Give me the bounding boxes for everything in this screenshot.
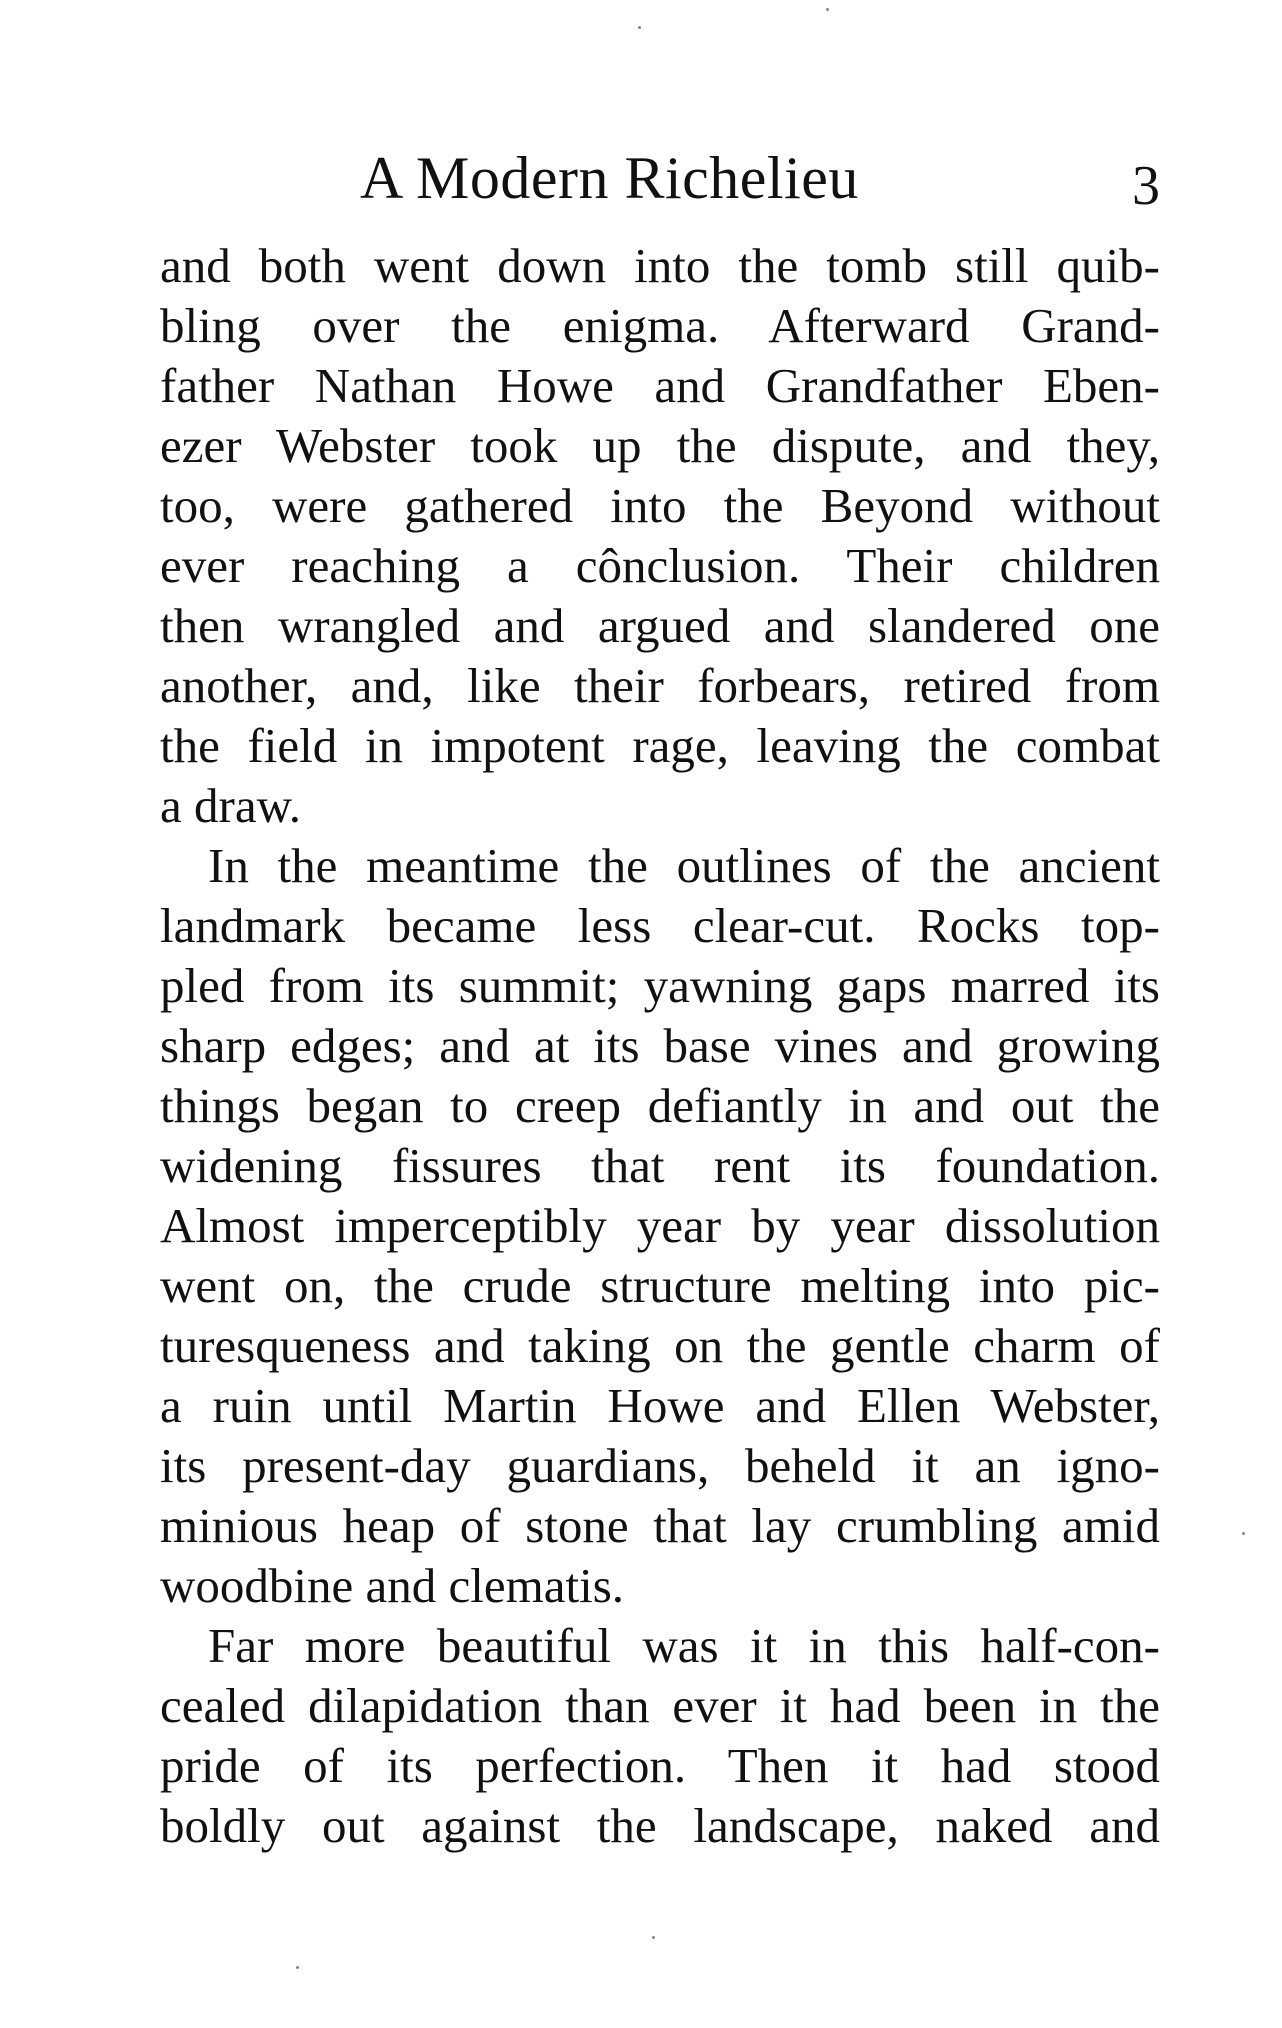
text-line: ezer Webster took up the dispute, and they, xyxy=(160,418,1160,473)
paper-speck xyxy=(826,8,829,11)
text-line: bling over the enigma. Afterward Grand- xyxy=(160,298,1160,353)
text-line: the field in impotent rage, leaving the combat xyxy=(160,718,1160,773)
paper-speck xyxy=(296,1966,299,1969)
text-line: minious heap of stone that lay crumbling amid xyxy=(160,1498,1160,1553)
text-line: woodbine and clematis. xyxy=(160,1558,625,1613)
paragraph-2 xyxy=(160,836,1160,1616)
text-line: boldly out against the landscape, naked and xyxy=(160,1798,1160,1853)
text-line: a ruin until Martin Howe and Ellen Webster, xyxy=(160,1378,1160,1433)
text-line: things began to creep defiantly in and out the xyxy=(160,1078,1160,1133)
text-line: too, were gathered into the Beyond without xyxy=(160,478,1160,533)
paragraph-1 xyxy=(160,236,1160,836)
text-line: Almost imperceptibly year by year dissolution xyxy=(160,1198,1160,1253)
text-line: turesqueness and taking on the gentle charm of xyxy=(160,1318,1160,1373)
text-line: ever reaching a cônclusion. Their children xyxy=(160,538,1160,593)
page-header xyxy=(160,138,1160,218)
text-line: pride of its perfection. Then it had stood xyxy=(160,1738,1160,1793)
text-line: pled from its summit; yawning gaps marred its xyxy=(160,958,1160,1013)
paper-speck xyxy=(652,1936,655,1939)
body-text xyxy=(160,236,1160,1856)
text-line: sharp edges; and at its base vines and growing xyxy=(160,1018,1160,1073)
text-line: father Nathan Howe and Grandfather Eben- xyxy=(160,358,1160,413)
text-line: landmark became less clear-cut. Rocks top- xyxy=(160,898,1160,953)
text-line: In the meantime the outlines of the ancient xyxy=(208,838,1160,893)
paper-speck xyxy=(1242,1532,1245,1535)
paragraph-3 xyxy=(160,1616,1160,1856)
text-line: Far more beautiful was it in this half-con- xyxy=(208,1618,1160,1673)
text-line: and both went down into the tomb still quib- xyxy=(160,238,1160,293)
text-line: its present-day guardians, beheld it an igno- xyxy=(160,1438,1160,1493)
page-number: 3 xyxy=(1132,155,1160,217)
text-line: then wrangled and argued and slandered one xyxy=(160,598,1160,653)
text-line: went on, the crude structure melting into pic- xyxy=(160,1258,1160,1313)
paper-speck xyxy=(638,26,641,29)
text-line: cealed dilapidation than ever it had been in the xyxy=(160,1678,1160,1733)
text-line: a draw. xyxy=(160,778,302,833)
running-title: A Modern Richelieu xyxy=(360,145,859,211)
text-line: widening fissures that rent its foundation. xyxy=(160,1138,1160,1193)
text-line: another, and, like their forbears, retired from xyxy=(160,658,1160,713)
